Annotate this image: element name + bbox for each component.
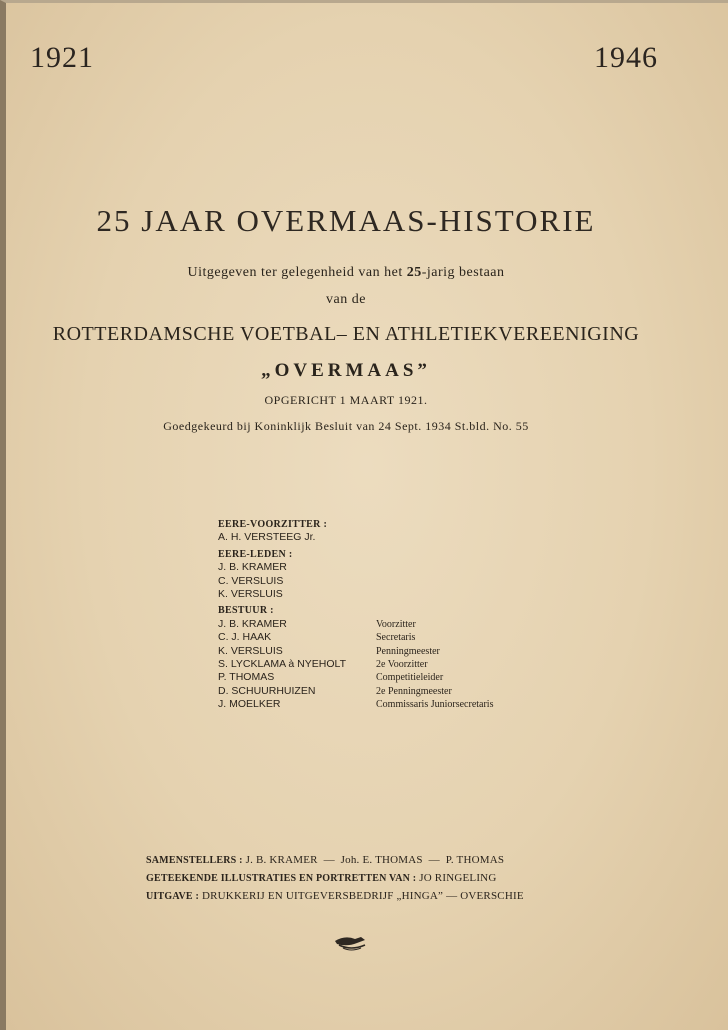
board-row (218, 645, 578, 658)
printer-logo-icon (331, 931, 371, 953)
compilers-line (146, 854, 566, 866)
board-row (218, 618, 578, 631)
board-row (218, 671, 578, 684)
royal-decree: Goedgekeurd bij Koninklijk Besluit van 24 Sept. 1934 St.bld. No. 55 (163, 419, 529, 433)
honorary-chairman-heading: EERE-VOORZITTER : (218, 519, 328, 530)
board-row (218, 685, 578, 698)
page-title: 25 JAAR OVERMAAS-HISTORIE (96, 203, 596, 238)
honorary-member: K. VERSLUIS (218, 588, 283, 601)
founded-date: OPGERICHT 1 MAART 1921. (264, 393, 428, 407)
subtitle-text: Uitgegeven ter gelegenheid van het (187, 265, 407, 280)
board-member-role: Secretaris (376, 632, 416, 644)
board-member-role: Competitieleider (376, 672, 444, 684)
board-row (218, 698, 578, 711)
board-member-role: 2e Voorzitter (376, 659, 428, 671)
board-row (218, 631, 578, 644)
compilers-label: SAMENSTELLERS : (146, 855, 243, 866)
board-row (218, 658, 578, 671)
publisher-label: UITGAVE : (146, 891, 200, 902)
publisher-name: DRUKKERIJ EN UITGEVERSBEDRIJF „HINGA” — OVERSCHIE (201, 890, 524, 902)
honorary-members-heading: EERE-LEDEN : (218, 548, 293, 560)
board-member-role: Commissaris Juniorsecretaris (376, 699, 494, 711)
club-short-name: „OVERMAAS” (261, 360, 431, 381)
board-member-name: J. B. KRAMER (218, 617, 287, 630)
honorary-chairman-name: A. H. VERSTEEG Jr. (218, 531, 316, 544)
year-left: 1921 (30, 41, 94, 74)
board-member-name: D. SCHUURHUIZEN (218, 684, 316, 697)
board-member-name: K. VERSLUIS (218, 644, 283, 657)
subtitle-line-2: van de (326, 292, 366, 307)
officials-block (218, 518, 578, 712)
board-member-name: S. LYCKLAMA à NYEHOLT (218, 658, 346, 671)
compilers-names: J. B. KRAMER — Joh. E. THOMAS — P. THOMAS (245, 854, 505, 866)
board-member-name: P. THOMAS (218, 671, 275, 684)
honorary-member: C. VERSLUIS (218, 574, 284, 587)
subtitle-text-end: -jarig bestaan (421, 265, 505, 280)
subtitle-line-1 (6, 265, 686, 281)
board-member-role: Penningmeester (376, 645, 440, 657)
subtitle-number: 25 (406, 265, 422, 280)
board-member-name: J. MOELKER (218, 698, 281, 711)
board-member-role: 2e Penningmeester (376, 685, 452, 697)
club-full-name: ROTTERDAMSCHE VOETBAL– EN ATHLETIEKVEREENIGING (52, 323, 640, 345)
board-heading: BESTUUR : (218, 605, 274, 617)
honorary-member: J. B. KRAMER (218, 561, 287, 574)
illustrator-name: JO RINGELING (419, 872, 497, 884)
illustrations-label: GETEEKENDE ILLUSTRATIES EN PORTRETTEN VAN : (146, 873, 417, 884)
board-member-name: C. J. HAAK (218, 631, 272, 644)
illustrations-line (146, 872, 566, 884)
year-right: 1946 (594, 41, 658, 74)
board-member-role: Voorzitter (376, 618, 416, 630)
publisher-line (146, 890, 566, 902)
